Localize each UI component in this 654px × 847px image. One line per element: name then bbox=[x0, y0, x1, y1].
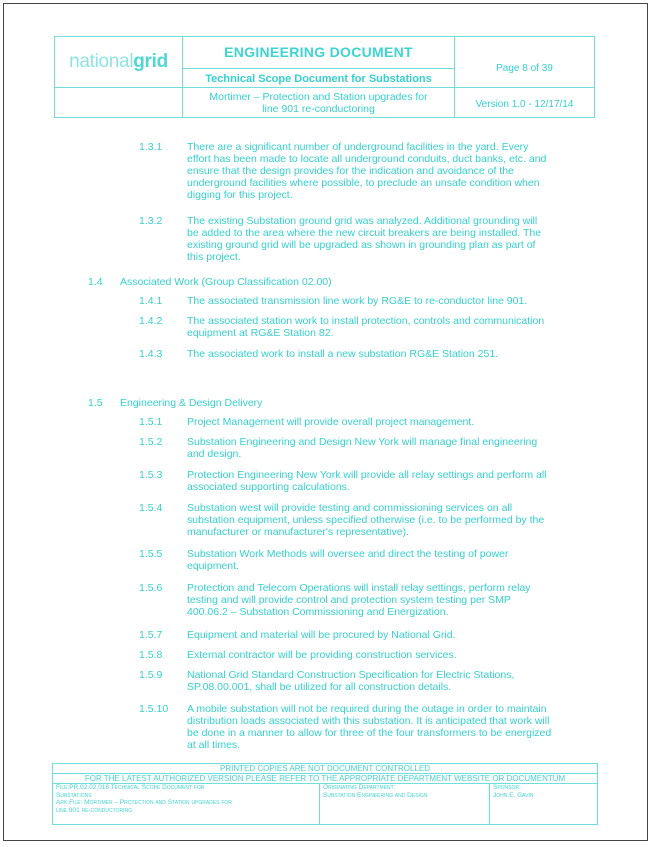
item-text bbox=[187, 669, 514, 693]
footer-department: Originating Department: Substation Engineering and Design bbox=[320, 784, 490, 825]
text-line: Substation Work Methods will oversee and direct the testing of power bbox=[187, 548, 509, 560]
text-line: underground facilities where possible, to preclude an unsafe condition when bbox=[187, 177, 540, 189]
text-line: associated supporting calculations. bbox=[187, 481, 350, 493]
text-line: existing ground grid will be upgraded as shown in grounding plan as part of bbox=[187, 239, 536, 251]
item-number: 1.4.1 bbox=[139, 295, 163, 307]
document-header bbox=[54, 36, 595, 118]
doc-type-title: ENGINEERING DOCUMENT bbox=[183, 37, 455, 69]
text-line: ensure that the design provides for the indication and avoidance of the bbox=[187, 165, 514, 177]
item-text bbox=[187, 582, 531, 618]
page-number: Page 8 of 39 bbox=[455, 37, 595, 88]
text-line: The associated transmission line work by RG&E to re-conductor line 901. bbox=[187, 295, 528, 307]
text-line: equipment at RG&E Station 82. bbox=[187, 327, 334, 339]
text-line: this project. bbox=[187, 251, 241, 263]
text-line: be added to the area where the new circuit breakers are being installed. The bbox=[187, 227, 542, 239]
item-text bbox=[187, 348, 498, 360]
text-line: Protection and Telecom Operations will install relay settings, perform relay bbox=[187, 582, 531, 594]
item-text bbox=[187, 295, 527, 307]
text-line: Associated Work (Group Classification 02.00) bbox=[120, 276, 332, 288]
text-line: The associated work to install a new substation RG&E Station 251. bbox=[187, 348, 499, 360]
text-line: Protection Engineering New York will provide all relay settings and perform all bbox=[187, 469, 547, 481]
text-line: manufacturer or manufacturer's representative). bbox=[187, 526, 410, 538]
text-line: There are a significant number of underground facilities in the yard. Every bbox=[187, 141, 529, 153]
header-blank-cell bbox=[55, 88, 183, 118]
text-line: Project Management will provide overall project management. bbox=[187, 416, 475, 428]
footer-banner-1: PRINTED COPIES ARE NOT DOCUMENT CONTROLLED bbox=[53, 764, 598, 774]
text-line: A mobile substation will not be required during the outage in order to maintain bbox=[187, 703, 547, 715]
company-logo: nationalgrid bbox=[55, 37, 183, 88]
text-line: Engineering & Design Delivery bbox=[120, 397, 263, 409]
item-number: 1.4 bbox=[88, 276, 103, 288]
item-text bbox=[187, 215, 541, 263]
text-line: 400.06.2 – Substation Commissioning and Energization. bbox=[187, 606, 449, 618]
item-text bbox=[187, 502, 544, 538]
item-text bbox=[187, 315, 544, 339]
item-number: 1.5 bbox=[88, 397, 103, 409]
text-line: Substation west will provide testing and commissioning services on all bbox=[187, 502, 513, 514]
item-number: 1.5.3 bbox=[139, 469, 163, 481]
item-number: 1.5.7 bbox=[139, 629, 163, 641]
text-line: Equipment and material will be procured by National Grid. bbox=[187, 629, 456, 641]
text-line: distribution loads associated with this substation. It is anticipated that work will bbox=[187, 715, 550, 727]
project-title: Mortimer – Protection and Station upgrades for line 901 re-conductoring bbox=[183, 88, 455, 118]
text-line: equipment. bbox=[187, 560, 239, 572]
item-number: 1.4.3 bbox=[139, 348, 163, 360]
item-text bbox=[187, 629, 455, 641]
version-label: Version 1.0 - 12/17/14 bbox=[455, 88, 595, 118]
section-heading bbox=[120, 397, 262, 409]
section-heading bbox=[120, 276, 332, 288]
text-line: at all times. bbox=[187, 739, 241, 751]
text-line: and design. bbox=[187, 448, 242, 460]
text-line: Substation Engineering and Design New York will manage final engineering bbox=[187, 436, 538, 448]
item-text bbox=[187, 703, 551, 751]
item-text bbox=[187, 548, 508, 572]
item-text bbox=[187, 649, 457, 661]
text-line: substation equipment, unless specified otherwise (i.e. to be performed by the bbox=[187, 514, 545, 526]
footer-file-info: File:PR.02.02.018 Technical Scope Document for Substations Ark File: Mortimer – Protection and Station upgrades for line 901 re-conductoring bbox=[53, 784, 320, 825]
item-text bbox=[187, 141, 546, 201]
item-number: 1.5.4 bbox=[139, 502, 163, 514]
item-number: 1.5.10 bbox=[139, 703, 169, 715]
footer-banner-2: FOR THE LATEST AUTHORIZED VERSION PLEASE REFER TO THE APPROPRIATE DEPARTMENT WEBSITE OR DOCUMENTUM bbox=[53, 774, 598, 784]
text-line: be done in a manner to allow for three of the four transformers to be energized bbox=[187, 727, 552, 739]
item-number: 1.4.2 bbox=[139, 315, 163, 327]
text-line: effort has been made to locate all underground conduits, duct banks, etc. and bbox=[187, 153, 547, 165]
item-text bbox=[187, 416, 474, 428]
doc-title: Technical Scope Document for Substations bbox=[183, 69, 455, 88]
text-line: SP.08.00.001, shall be utilized for all construction details. bbox=[187, 681, 452, 693]
item-number: 1.5.1 bbox=[139, 416, 163, 428]
item-number: 1.5.9 bbox=[139, 669, 163, 681]
text-line: digging for this project. bbox=[187, 189, 293, 201]
document-footer bbox=[52, 763, 598, 825]
text-line: The existing Substation ground grid was analyzed. Additional grounding will bbox=[187, 215, 538, 227]
text-line: The associated station work to install protection, controls and communication bbox=[187, 315, 545, 327]
item-number: 1.5.8 bbox=[139, 649, 163, 661]
item-number: 1.3.1 bbox=[139, 141, 163, 153]
item-number: 1.5.5 bbox=[139, 548, 163, 560]
item-number: 1.3.2 bbox=[139, 215, 163, 227]
item-number: 1.5.2 bbox=[139, 436, 163, 448]
text-line: External contractor will be providing construction services. bbox=[187, 649, 457, 661]
item-number: 1.5.6 bbox=[139, 582, 163, 594]
footer-sponsor: Sponsor: John E. Gavin bbox=[490, 784, 598, 825]
item-text bbox=[187, 469, 547, 493]
item-text bbox=[187, 436, 537, 460]
text-line: testing and will provide control and protection system testing per SMP bbox=[187, 594, 511, 606]
text-line: National Grid Standard Construction Specification for Electric Stations, bbox=[187, 669, 515, 681]
